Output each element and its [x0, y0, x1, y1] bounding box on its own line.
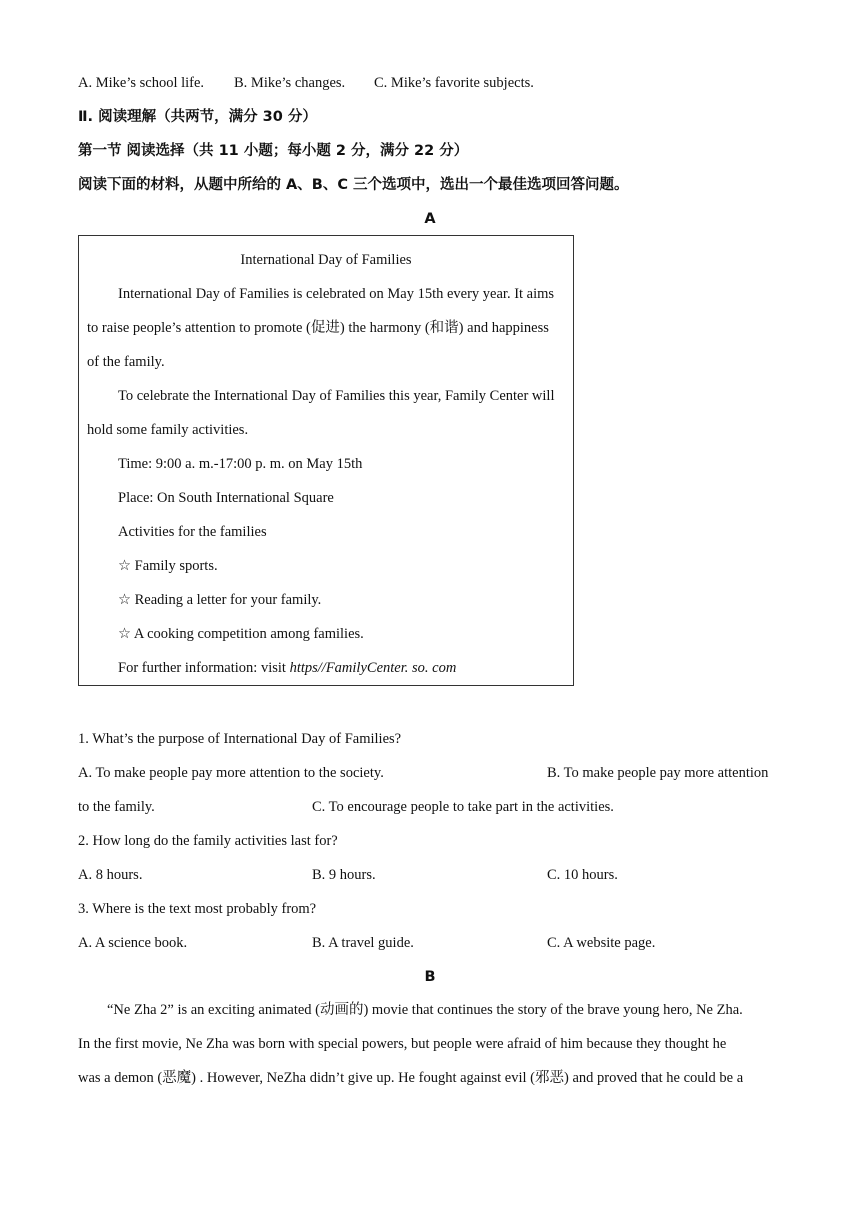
question-2-option-a: A. 8 hours. — [78, 867, 143, 883]
question-2-option-b: B. 9 hours. — [312, 867, 376, 883]
question-3-option-b: B. A travel guide. — [312, 935, 414, 951]
passage-b-line: In the first movie, Ne Zha was born with special powers, but people were afraid of him because they thought he — [78, 1036, 727, 1052]
passage-b-line: “Ne Zha 2” is an exciting animated (动画的) movie that continues the story of the brave young hero, Ne Zha. — [107, 1002, 743, 1018]
question-1-option-b-cont: to the family. — [78, 799, 155, 815]
prev-option-c: C. Mike’s favorite subjects. — [374, 75, 534, 91]
prev-option-a: A. Mike’s school life. — [78, 75, 205, 91]
passage-a-line: to raise people’s attention to promote (促进) the harmony (和谐) and happiness — [87, 320, 549, 336]
passage-a-line: of the family. — [87, 354, 165, 370]
question-1-stem: 1. What’s the purpose of International Day of Families? — [78, 731, 402, 747]
question-3-option-a: A. A science book. — [78, 935, 188, 951]
passage-b-label: B — [424, 969, 436, 985]
prev-option-b: B. Mike’s changes. — [234, 75, 346, 91]
question-1-option-b: B. To make people pay more attention — [547, 765, 769, 781]
passage-a-time: Time: 9:00 a. m.-17:00 p. m. on May 15th — [118, 456, 363, 472]
passage-b-line: was a demon (恶魔) . However, NeZha didn’t give up. He fought against evil (邪恶) and proved that he could be a — [78, 1070, 744, 1086]
passage-a-activity: ☆ Reading a letter for your family. — [118, 592, 322, 608]
instructions: 阅读下面的材料，从题中所给的 A、B、C 三个选项中，选出一个最佳选项回答问题。 — [78, 177, 629, 193]
section-heading: Ⅱ. 阅读理解（共两节，满分 30 分） — [78, 109, 317, 125]
passage-a-line: hold some family activities. — [87, 422, 249, 438]
passage-a-activity: ☆ A cooking competition among families. — [118, 626, 364, 642]
passage-a-activities-heading: Activities for the families — [118, 524, 267, 540]
passage-a-activity: ☆ Family sports. — [118, 558, 218, 574]
passage-a-info-prefix: For further information: visit — [118, 660, 290, 676]
part-heading: 第一节 阅读选择（共 11 小题；每小题 2 分，满分 22 分） — [78, 143, 469, 159]
passage-a-info-url: https//FamilyCenter. so. com — [289, 660, 457, 676]
question-1-option-a: A. To make people pay more attention to the society. — [78, 765, 384, 781]
question-2-option-c: C. 10 hours. — [547, 867, 618, 883]
question-1-option-c: C. To encourage people to take part in the activities. — [312, 799, 614, 815]
passage-a-place: Place: On South International Square — [118, 490, 334, 506]
question-2-stem: 2. How long do the family activities last for? — [78, 833, 338, 849]
question-3-option-c: C. A website page. — [547, 935, 656, 951]
passage-a-line: International Day of Families is celebrated on May 15th every year. It aims — [118, 286, 555, 302]
passage-a-label: A — [424, 211, 436, 227]
passage-a-line: To celebrate the International Day of Families this year, Family Center will — [118, 388, 555, 404]
passage-a-info — [118, 659, 456, 677]
question-3-stem: 3. Where is the text most probably from? — [78, 901, 317, 917]
passage-a-title: International Day of Families — [240, 252, 412, 268]
passage-a-box — [78, 235, 574, 686]
